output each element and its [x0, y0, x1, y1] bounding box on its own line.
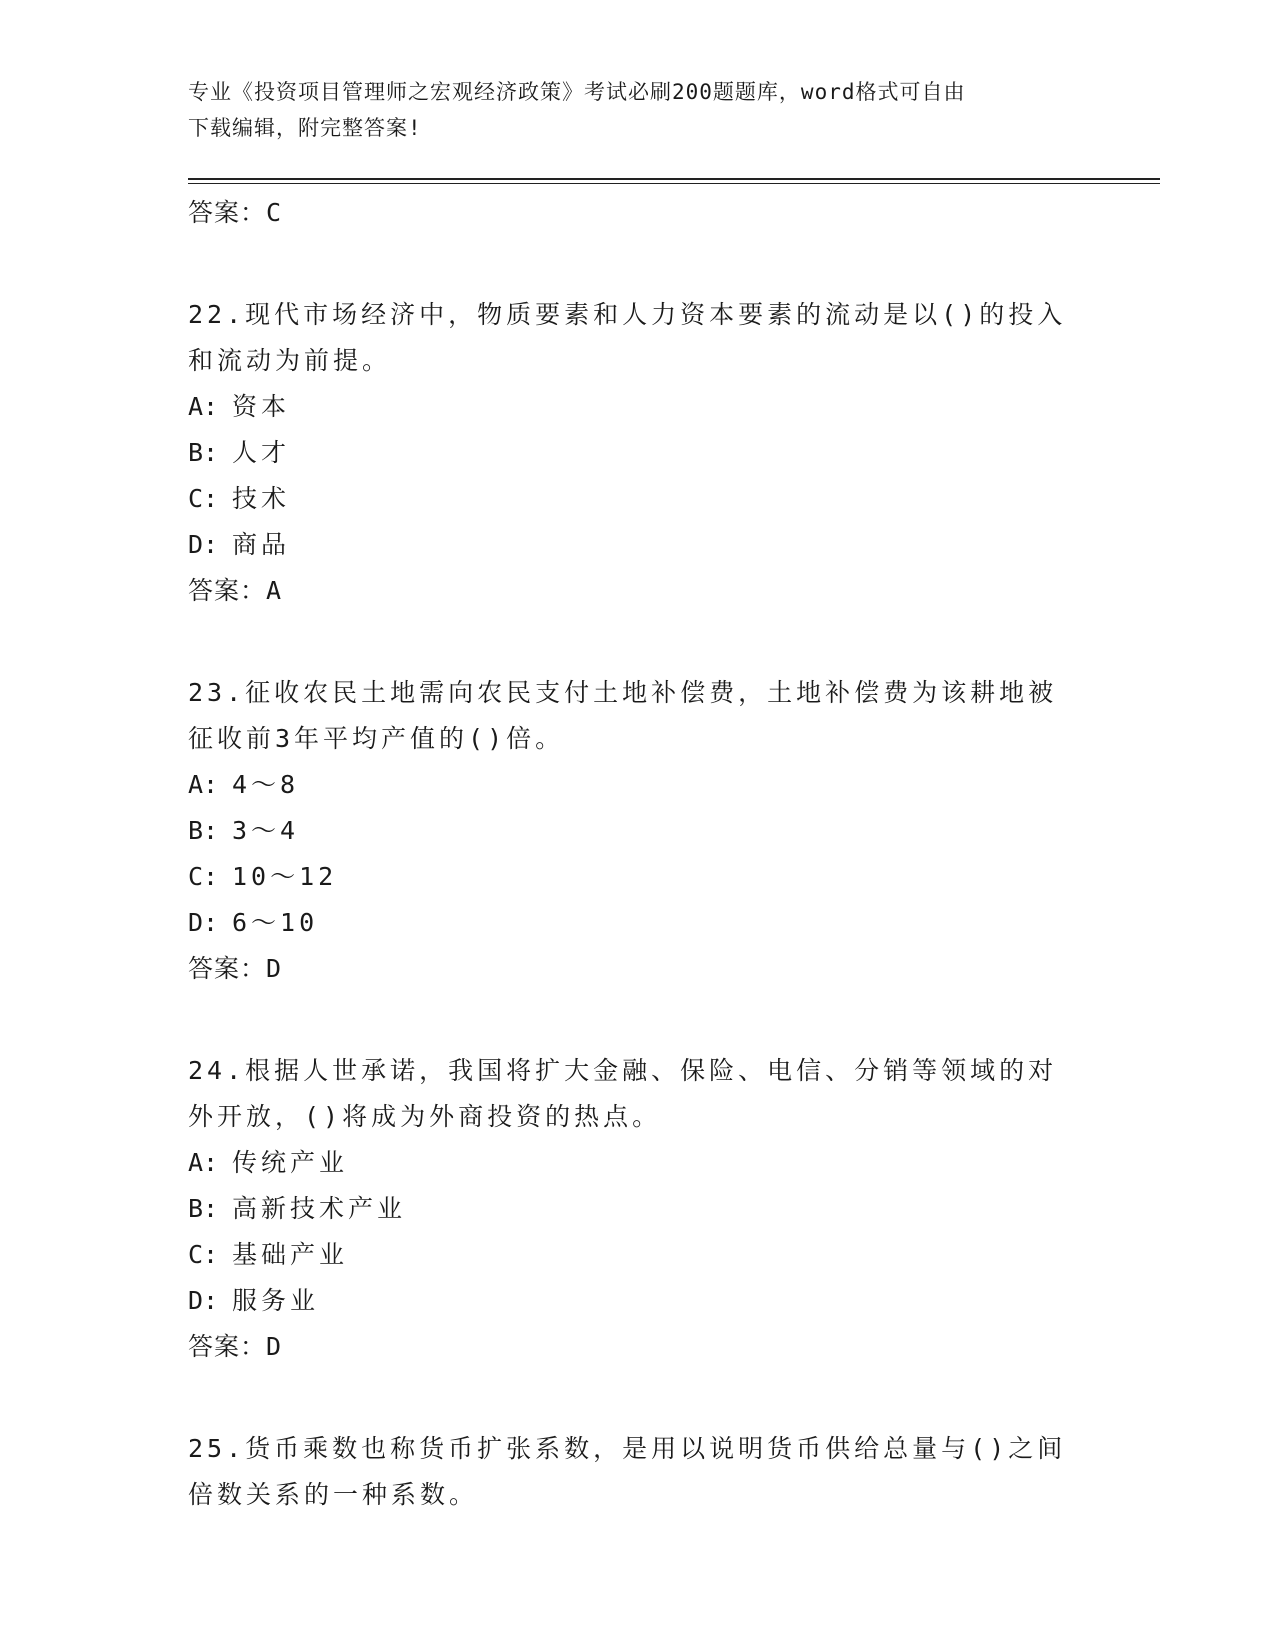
option-text: 商品	[232, 530, 291, 559]
option-text: 资本	[232, 392, 291, 421]
question-text: 22.现代市场经济中，物质要素和人力资本要素的流动是以()的投入和流动为前提。	[188, 300, 1067, 375]
option-c	[188, 476, 1078, 522]
option-letter: B:	[188, 816, 219, 845]
option-letter: C:	[188, 484, 219, 513]
option-letter: A:	[188, 392, 219, 421]
header-divider-thin	[188, 183, 1160, 184]
option-d	[188, 522, 1078, 568]
question-item	[188, 292, 1078, 614]
header-line-2: 下载编辑，附完整答案!	[188, 116, 422, 140]
question-text: 25.货币乘数也称货币扩张系数，是用以说明货币供给总量与()之间倍数关系的一种系数。	[188, 1434, 1067, 1509]
option-letter: A:	[188, 1148, 219, 1177]
question-item	[188, 670, 1078, 992]
option-a	[188, 762, 1078, 808]
option-letter: A:	[188, 770, 219, 799]
option-letter: D:	[188, 1286, 219, 1315]
header-line-1: 专业《投资项目管理师之宏观经济政策》考试必刷200题题库，word格式可自由	[188, 80, 966, 104]
option-letter: C:	[188, 862, 219, 891]
question-item	[188, 1048, 1078, 1370]
option-text: 4～8	[232, 770, 300, 799]
option-text: 6～10	[232, 908, 319, 937]
option-b	[188, 430, 1078, 476]
option-letter: B:	[188, 438, 219, 467]
option-c	[188, 854, 1078, 900]
option-a	[188, 1140, 1078, 1186]
option-letter: B:	[188, 1194, 219, 1223]
option-text: 服务业	[232, 1286, 320, 1315]
option-b	[188, 1186, 1078, 1232]
option-c	[188, 1232, 1078, 1278]
question-text: 24.根据人世承诺，我国将扩大金融、保险、电信、分销等领域的对外开放，()将成为外商投资的热点。	[188, 1056, 1058, 1131]
option-text: 基础产业	[232, 1240, 349, 1269]
answer-label: 答案：A	[188, 576, 283, 605]
option-a	[188, 384, 1078, 430]
document-header	[188, 74, 1068, 146]
option-text: 传统产业	[232, 1148, 349, 1177]
option-d	[188, 1278, 1078, 1324]
option-text: 技术	[232, 484, 291, 513]
option-d	[188, 900, 1078, 946]
answer-label: 答案：C	[188, 198, 283, 227]
header-divider-thick	[188, 178, 1160, 180]
option-b	[188, 808, 1078, 854]
option-letter: D:	[188, 908, 219, 937]
option-letter: C:	[188, 1240, 219, 1269]
option-text: 3～4	[232, 816, 300, 845]
question-text: 23.征收农民土地需向农民支付土地补偿费，土地补偿费为该耕地被征收前3年平均产值的()倍。	[188, 678, 1058, 753]
question-item	[188, 1426, 1078, 1518]
question-list	[188, 190, 1078, 1574]
option-text: 高新技术产业	[232, 1194, 407, 1223]
answer-label: 答案：D	[188, 954, 283, 983]
option-text: 人才	[232, 438, 291, 467]
answer-label: 答案：D	[188, 1332, 283, 1361]
option-text: 10～12	[232, 862, 338, 891]
option-letter: D:	[188, 530, 219, 559]
